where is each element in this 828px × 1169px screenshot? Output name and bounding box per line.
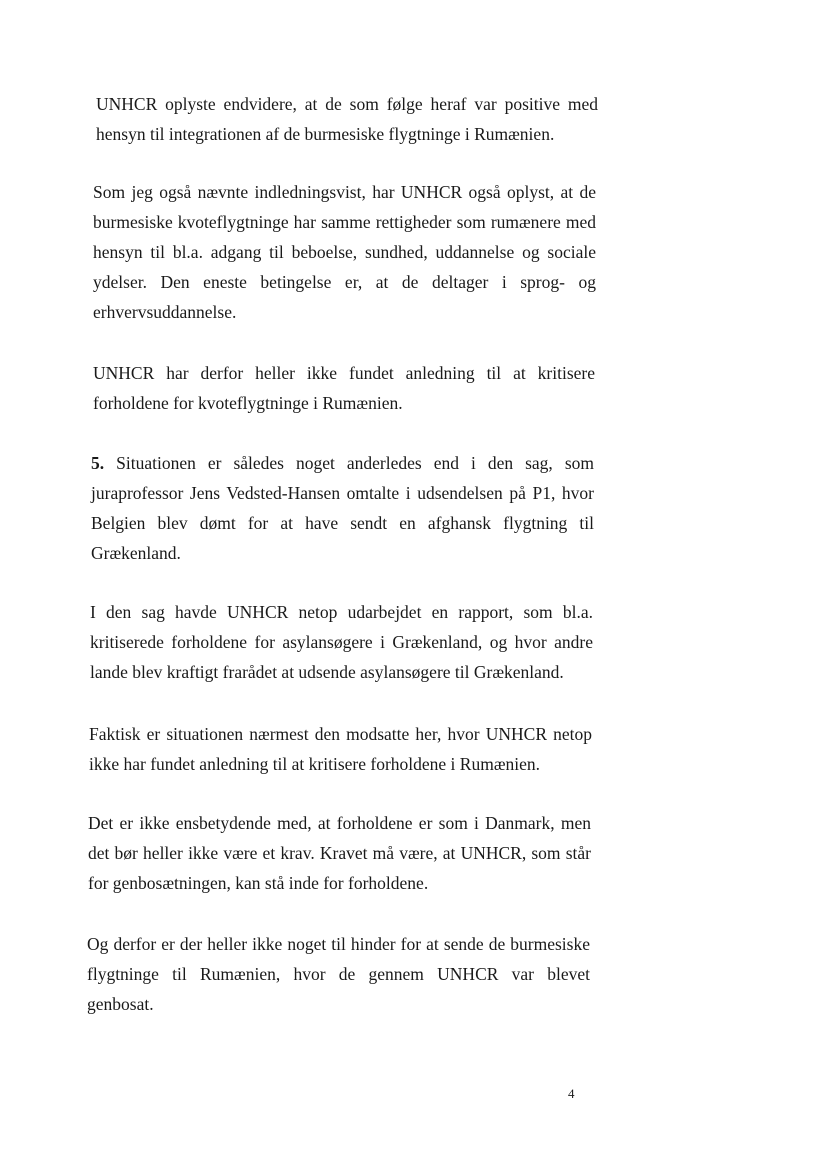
paragraph-not-equivalent <box>88 808 591 898</box>
paragraph-text: Som jeg også nævnte indledningsvist, har UNHCR også oplyst, at de burmesiske kvoteflygtninge har samme rettigheder som rumænere med hensyn til bl.a. adgang til beboelse, sundhed, uddannelse og sociale ydelser. Den eneste betingelse er, at de deltager i sprog- og erhvervsuddannelse. <box>93 182 596 322</box>
page-number: 4 <box>568 1086 575 1101</box>
paragraph-unhcr-positive <box>96 89 598 149</box>
section-number: 5. <box>91 453 105 473</box>
paragraph-no-criticism <box>93 358 595 418</box>
paragraph-greece-case <box>90 597 593 687</box>
paragraph-text: Det er ikke ensbetydende med, at forholdene er som i Danmark, men det bør heller ikke være et krav. Kravet må være, at UNHCR, som står for genbosætningen, kan stå inde for forholdene. <box>88 813 591 893</box>
paragraph-section-5 <box>91 448 594 568</box>
paragraph-text: Og derfor er der heller ikke noget til hinder for at sende de burmesiske flygtninge til Rumænien, hvor de gennem UNHCR var blevet genbosat. <box>87 934 590 1014</box>
paragraph-text: Faktisk er situationen nærmest den modsatte her, hvor UNHCR netop ikke har fundet anledning til at kritisere forholdene i Rumænien. <box>89 724 592 774</box>
paragraph-text: UNHCR oplyste endvidere, at de som følge heraf var positive med hensyn til integrationen af de burmesiske flygtninge i Rumænien. <box>96 94 598 144</box>
paragraph-opposite <box>89 719 592 779</box>
paragraph-text: I den sag havde UNHCR netop udarbejdet en rapport, som bl.a. kritiserede forholdene for asylansøgere i Grækenland, og hvor andre lande blev kraftigt frarådet at udsende asylansøgere til Grækenland. <box>90 602 593 682</box>
paragraph-text: Situationen er således noget anderledes end i den sag, som juraprofessor Jens Vedsted-Hansen omtalte i udsendelsen på P1, hvor Belgien blev dømt for at have sendt en afghansk flygtning til Grækenland. <box>91 453 594 563</box>
paragraph-rights <box>93 177 596 327</box>
paragraph-text: UNHCR har derfor heller ikke fundet anledning til at kritisere forholdene for kvoteflygtninge i Rumænien. <box>93 363 595 413</box>
paragraph-conclusion <box>87 929 590 1019</box>
